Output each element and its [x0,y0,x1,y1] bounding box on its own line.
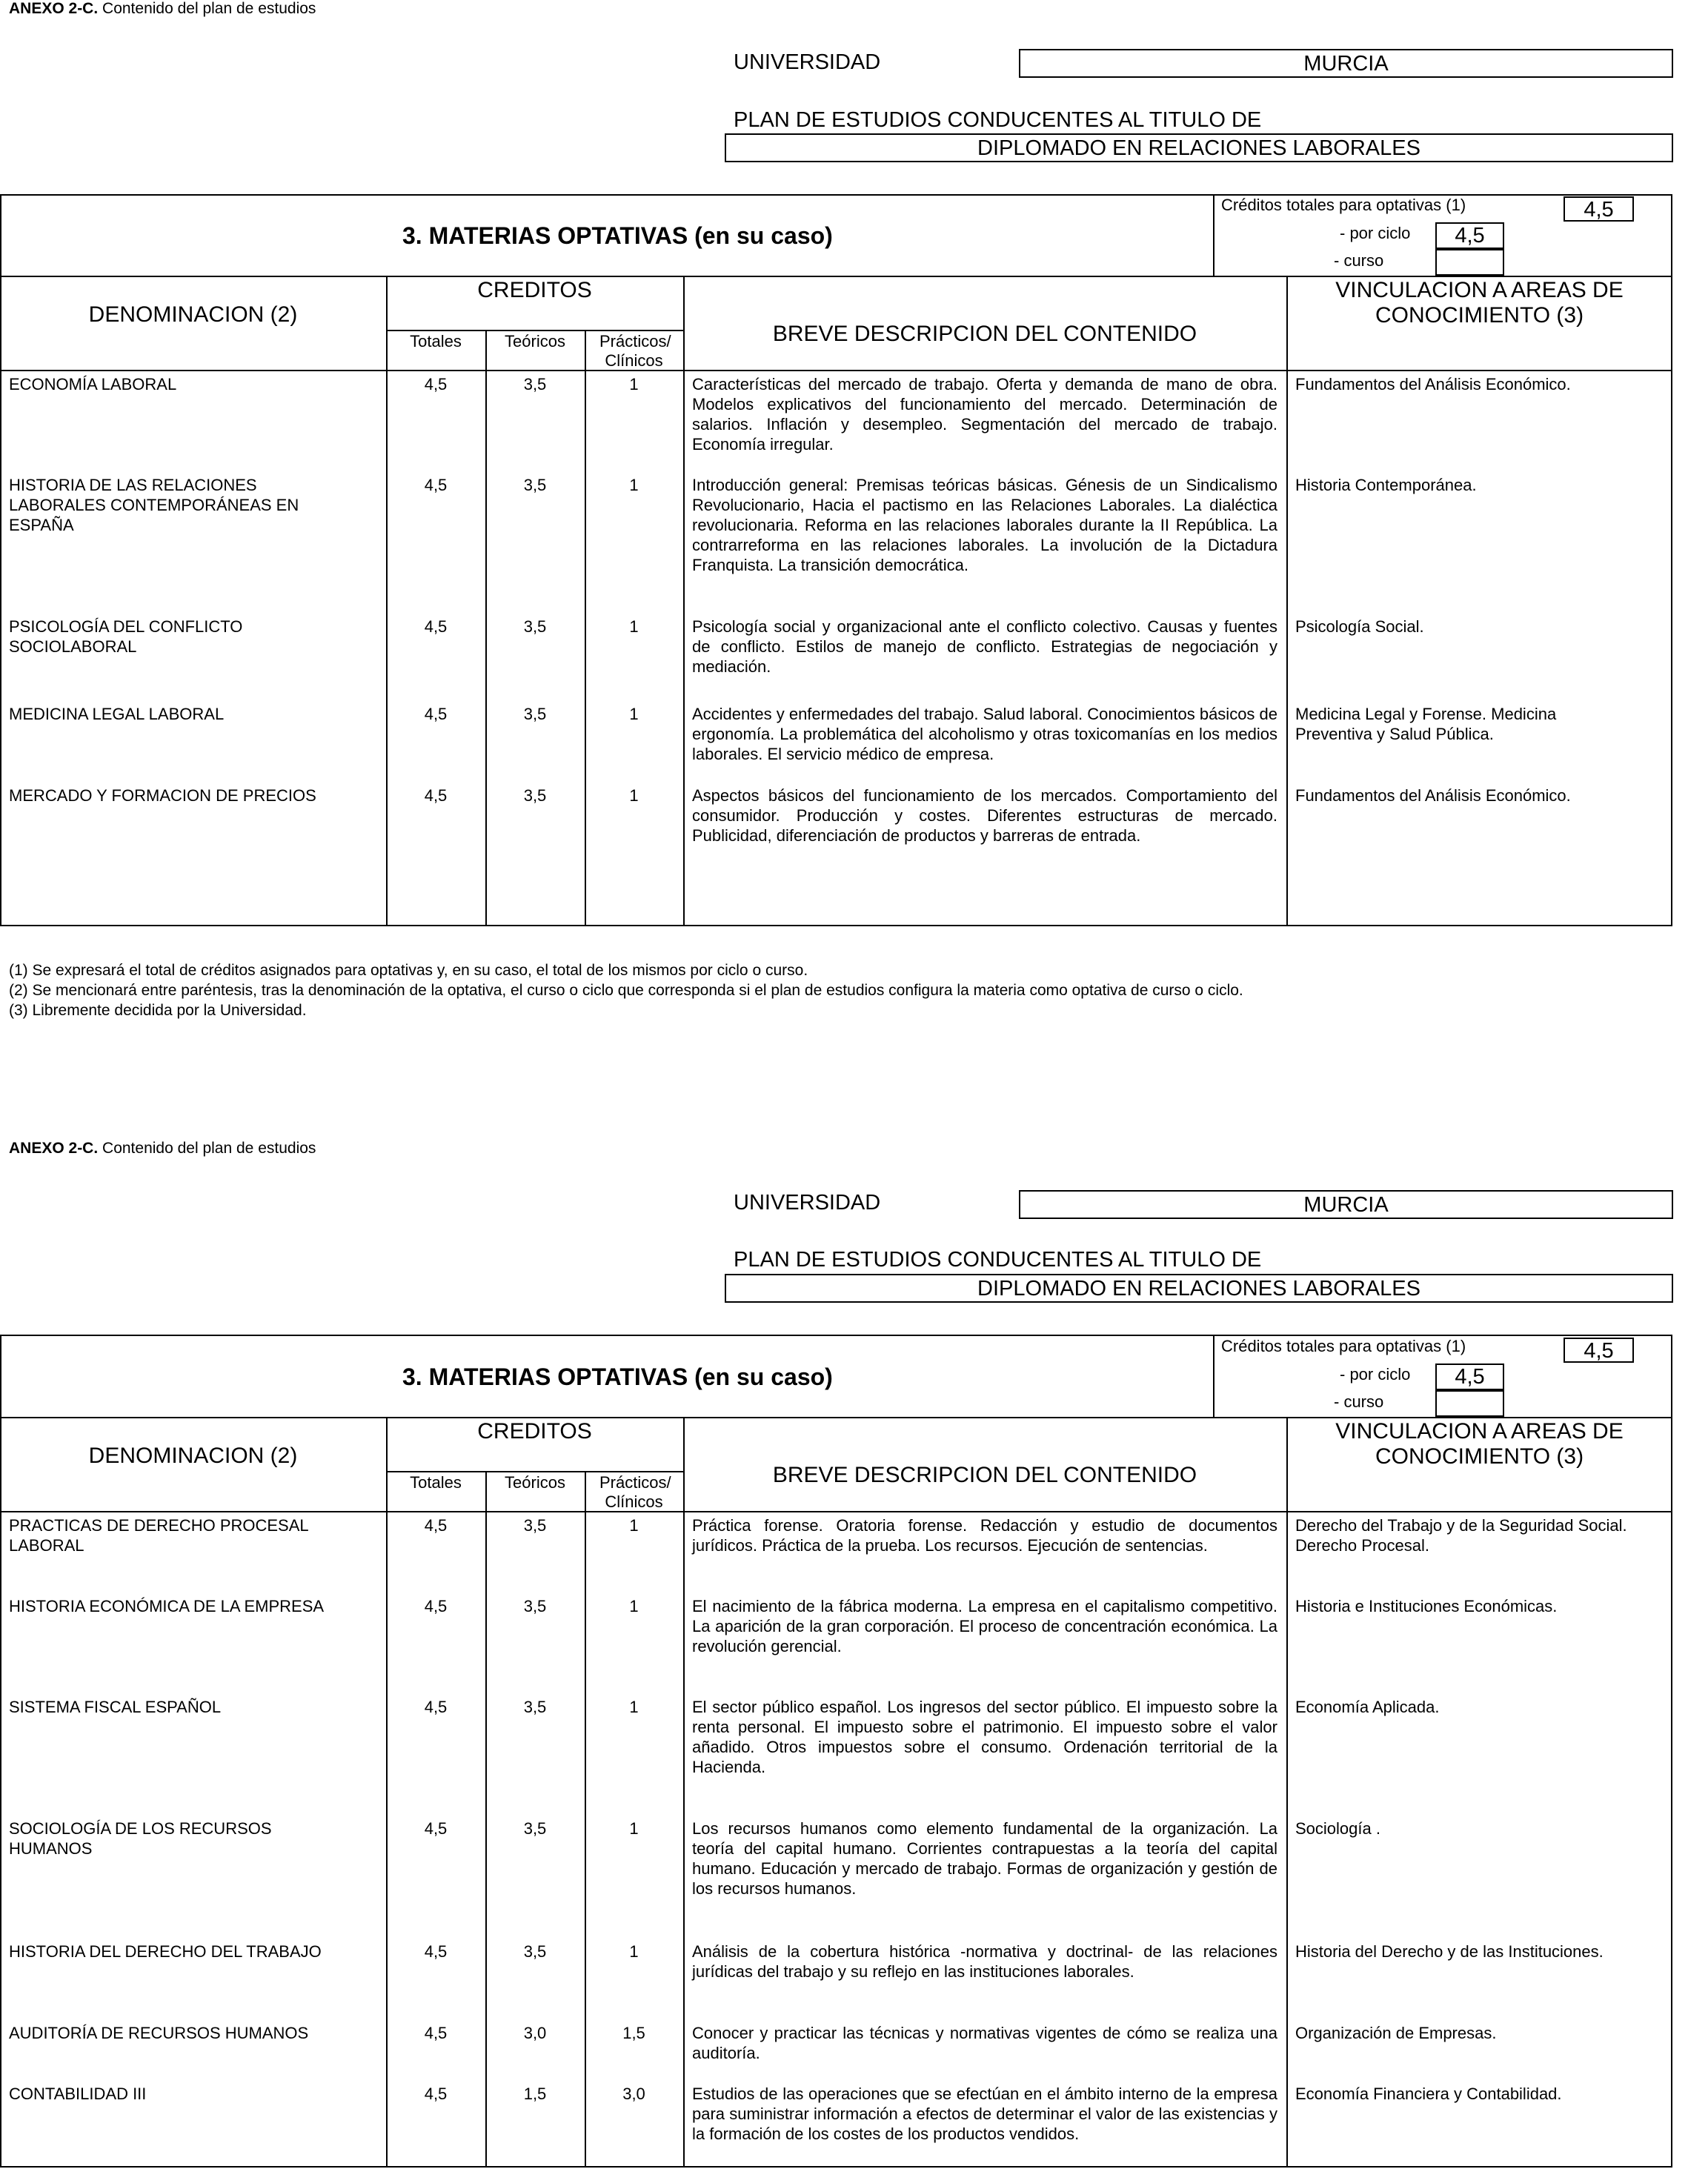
row-denominacion: PRACTICAS DE DERECHO PROCESAL LABORAL [9,1516,308,1555]
header-denominacion: DENOMINACION (2) [88,302,298,327]
row-area: Fundamentos del Análisis Económico. [1295,786,1571,805]
row-practicos: 1 [629,1819,639,1838]
curso-label: - curso [1334,251,1384,270]
col-line [683,1417,685,2168]
row-teoricos: 3,5 [523,617,547,636]
col-line [1286,1417,1288,2168]
row-totales: 4,5 [424,476,448,494]
row-teoricos: 3,0 [523,2024,547,2042]
row-denominacion: SISTEMA FISCAL ESPAÑOL [9,1698,222,1716]
row-totales: 4,5 [424,786,448,805]
row-area: Organización de Empresas. [1295,2024,1497,2042]
row-denominacion: AUDITORÍA DE RECURSOS HUMANOS [9,2024,309,2042]
row-area: Medicina Legal y Forense. Medicina Preventiva y Salud Pública. [1295,705,1557,743]
row-denominacion: ECONOMÍA LABORAL [9,375,177,393]
credits-box-divider [1213,1335,1214,1417]
row-denominacion: HISTORIA ECONÓMICA DE LA EMPRESA [9,1597,325,1615]
row-practicos: 1 [629,1698,639,1716]
col-line [386,276,388,926]
header-descripcion: BREVE DESCRIPCION DEL CONTENIDO [772,1463,1197,1487]
row-area: Historia e Instituciones Económicas. [1295,1597,1558,1615]
row-area: Historia Contemporánea. [1295,476,1477,494]
por-ciclo-value: 4,5 [1435,1363,1504,1390]
annex-text: Contenido del plan de estudios [102,0,316,17]
row-descripcion: Aspectos básicos del funcionamiento de los mercados. Comportamiento del consumidor. Producción y costes. Diferentes estructuras de mercado. Publicidad, diferenciación de productos y barreras de entrada. [692,786,1277,845]
university-label: UNIVERSIDAD [734,1191,881,1215]
footnote-1: (1) Se expresará el total de créditos asignados para optativas y, en su caso, el total de los mismos por ciclo o curso. [9,962,808,979]
row-practicos: 1 [629,705,639,723]
header-totales: Totales [410,332,462,351]
optativas-total: 4,5 [1564,196,1634,222]
row-area: Psicología Social. [1295,617,1424,636]
row-practicos: 3,0 [622,2085,645,2103]
annex-text: Contenido del plan de estudios [102,1140,316,1157]
row-practicos: 1,5 [622,2024,645,2042]
row-totales: 4,5 [424,705,448,723]
university-label: UNIVERSIDAD [734,50,881,74]
row-area: Economía Financiera y Contabilidad. [1295,2085,1562,2103]
row-totales: 4,5 [424,1819,448,1838]
footnote-3: (3) Libremente decidida por la Universidad. [9,1002,307,1019]
university-value: MURCIA [1019,1190,1673,1219]
row-totales: 4,5 [424,1942,448,1961]
optativas-label: Créditos totales para optativas (1) [1221,1337,1466,1355]
row-totales: 4,5 [424,1597,448,1615]
row-totales: 4,5 [424,2085,448,2103]
row-denominacion: CONTABILIDAD III [9,2085,147,2103]
row-practicos: 1 [629,375,639,393]
optativas-label: Créditos totales para optativas (1) [1221,196,1466,214]
row-teoricos: 3,5 [523,705,547,723]
plan-label: PLAN DE ESTUDIOS CONDUCENTES AL TITULO DE [734,1248,1262,1272]
row-teoricos: 3,5 [523,1819,547,1838]
por-ciclo-label: - por ciclo [1340,1365,1411,1384]
row-area: Fundamentos del Análisis Económico. [1295,375,1571,393]
row-descripcion: Los recursos humanos como elemento fundamental de la organización. La teoría del capital humano. Corrientes contrapuestas a la teoría del capital humano. Educación y mercado de trabajo. Formas de organización y gestión de los recursos humanos. [692,1819,1277,1898]
plan-label: PLAN DE ESTUDIOS CONDUCENTES AL TITULO DE [734,108,1262,132]
header-creditos: CREDITOS [477,1419,592,1444]
curso-label: - curso [1334,1392,1384,1411]
creditos-divider [386,330,683,331]
header-teoricos: Teóricos [505,1473,565,1492]
row-teoricos: 1,5 [523,2085,547,2103]
row-teoricos: 3,5 [523,786,547,805]
row-denominacion: SOCIOLOGÍA DE LOS RECURSOS HUMANOS [9,1819,272,1858]
row-area: Economía Aplicada. [1295,1698,1440,1716]
row-denominacion: HISTORIA DEL DERECHO DEL TRABAJO [9,1942,322,1961]
optativas-total: 4,5 [1564,1338,1634,1363]
header-teoricos: Teóricos [505,332,565,351]
annex-bold: ANEXO 2-C. [9,0,99,17]
col-line [1286,276,1288,926]
university-value: MURCIA [1019,49,1673,78]
row-descripcion: Características del mercado de trabajo. Oferta y demanda de mano de obra. Modelos explicativos del funcionamiento del mercado. Determinación de salarios. Inflación y desempleo. Segmentación del mercado de trabajo. Economía irregular. [692,375,1277,454]
row-descripcion: El nacimiento de la fábrica moderna. La empresa en el capitalismo competitivo. La aparición de la gran corporación. El proceso de concentración económica. La revolución gerencial. [692,1597,1277,1655]
row-descripcion: Psicología social y organizacional ante el conflicto colectivo. Causas y fuentes de conflicto. Estilos de manejo de conflicto. Estrategias de negociación y mediación. [692,617,1277,676]
row-descripcion: Accidentes y enfermedades del trabajo. Salud laboral. Conocimientos básicos de ergonomía. La problemática del alcoholismo y otras toxicomanías en los medios laborales. El servicio médico de empresa. [692,705,1278,763]
row-denominacion: MERCADO Y FORMACION DE PRECIOS [9,786,316,805]
row-denominacion: PSICOLOGÍA DEL CONFLICTO SOCIOLABORAL [9,617,243,656]
row-teoricos: 3,5 [523,476,547,494]
row-practicos: 1 [629,476,639,494]
row-totales: 4,5 [424,1516,448,1535]
header-vinculacion: VINCULACION A AREAS DE CONOCIMIENTO (3) [1335,1419,1624,1469]
header-divider [0,276,1672,277]
credits-box-divider [1213,194,1214,276]
header-creditos: CREDITOS [477,278,592,302]
section-title: 3. MATERIAS OPTATIVAS (en su caso) [402,222,833,249]
col-line [683,276,685,926]
body-divider [0,1511,1672,1512]
creditos-divider [386,1471,683,1472]
curso-value [1435,249,1504,276]
row-area: Sociología . [1295,1819,1380,1838]
footnote-2: (2) Se mencionará entre paréntesis, tras la denominación de la optativa, el curso o ciclo que corresponda si el plan de estudios configura la materia como optativa de curso o ciclo. [9,982,1243,999]
row-teoricos: 3,5 [523,1942,547,1961]
body-divider [0,370,1672,371]
annex-heading [9,0,316,18]
header-totales: Totales [410,1473,462,1492]
por-ciclo-value: 4,5 [1435,222,1504,249]
row-teoricos: 3,5 [523,375,547,393]
row-practicos: 1 [629,617,639,636]
row-descripcion: Estudios de las operaciones que se efectúan en el ámbito interno de la empresa para suministrar información a efectos de determinar el valor de las existencias y la formación de los costes de los productos vendidos. [692,2085,1277,2143]
header-descripcion: BREVE DESCRIPCION DEL CONTENIDO [772,322,1197,346]
annex-bold: ANEXO 2-C. [9,1140,99,1157]
row-practicos: 1 [629,1516,639,1535]
por-ciclo-label: - por ciclo [1340,224,1411,242]
row-teoricos: 3,5 [523,1516,547,1535]
section-title: 3. MATERIAS OPTATIVAS (en su caso) [402,1363,833,1390]
row-teoricos: 3,5 [523,1698,547,1716]
row-descripcion: Práctica forense. Oratoria forense. Redacción y estudio de documentos jurídicos. Práctica de la prueba. Los recursos. Ejecución de sentencias. [692,1516,1277,1555]
row-practicos: 1 [629,1942,639,1961]
annex-heading [9,1140,316,1157]
row-descripcion: Análisis de la cobertura histórica -normativa y doctrinal- de las relaciones jurídicas del trabajo y su reflejo en las instituciones laborales. [692,1942,1277,1981]
curso-value [1435,1390,1504,1417]
row-descripcion: El sector público español. Los ingresos del sector público. El impuesto sobre la renta personal. El impuesto sobre el patrimonio. El impuesto sobre el valor añadido. Otros impuestos sobre el consumo. Ordenación territorial de la Hacienda. [692,1698,1277,1776]
header-denominacion: DENOMINACION (2) [88,1444,298,1468]
degree-value: DIPLOMADO EN RELACIONES LABORALES [725,1274,1673,1303]
row-area: Historia del Derecho y de las Instituciones. [1295,1942,1604,1961]
header-practicos: Prácticos/ Clínicos [599,332,671,370]
header-divider [0,1417,1672,1418]
row-descripcion: Introducción general: Premisas teóricas básicas. Génesis de un Sindicalismo Revolucionario, Hacia el pactismo en las Relaciones Laborales. La dialéctica revolucionaria. Reforma en las relaciones laborales durante la II República. La contrarreforma en las relaciones laborales. La involución de la Dictadura Franquista. La transición democrática. [692,476,1277,574]
row-area: Derecho del Trabajo y de la Seguridad Social. Derecho Procesal. [1295,1516,1627,1555]
row-totales: 4,5 [424,617,448,636]
row-totales: 4,5 [424,2024,448,2042]
row-practicos: 1 [629,786,639,805]
row-denominacion: MEDICINA LEGAL LABORAL [9,705,225,723]
row-totales: 4,5 [424,1698,448,1716]
header-vinculacion: VINCULACION A AREAS DE CONOCIMIENTO (3) [1335,278,1624,328]
row-denominacion: HISTORIA DE LAS RELACIONES LABORALES CONTEMPORÁNEAS EN ESPAÑA [9,476,299,534]
row-practicos: 1 [629,1597,639,1615]
row-teoricos: 3,5 [523,1597,547,1615]
header-practicos: Prácticos/ Clínicos [599,1473,671,1511]
row-totales: 4,5 [424,375,448,393]
degree-value: DIPLOMADO EN RELACIONES LABORALES [725,133,1673,162]
row-descripcion: Conocer y practicar las técnicas y normativas vigentes de cómo se realiza una auditoría. [692,2024,1277,2062]
